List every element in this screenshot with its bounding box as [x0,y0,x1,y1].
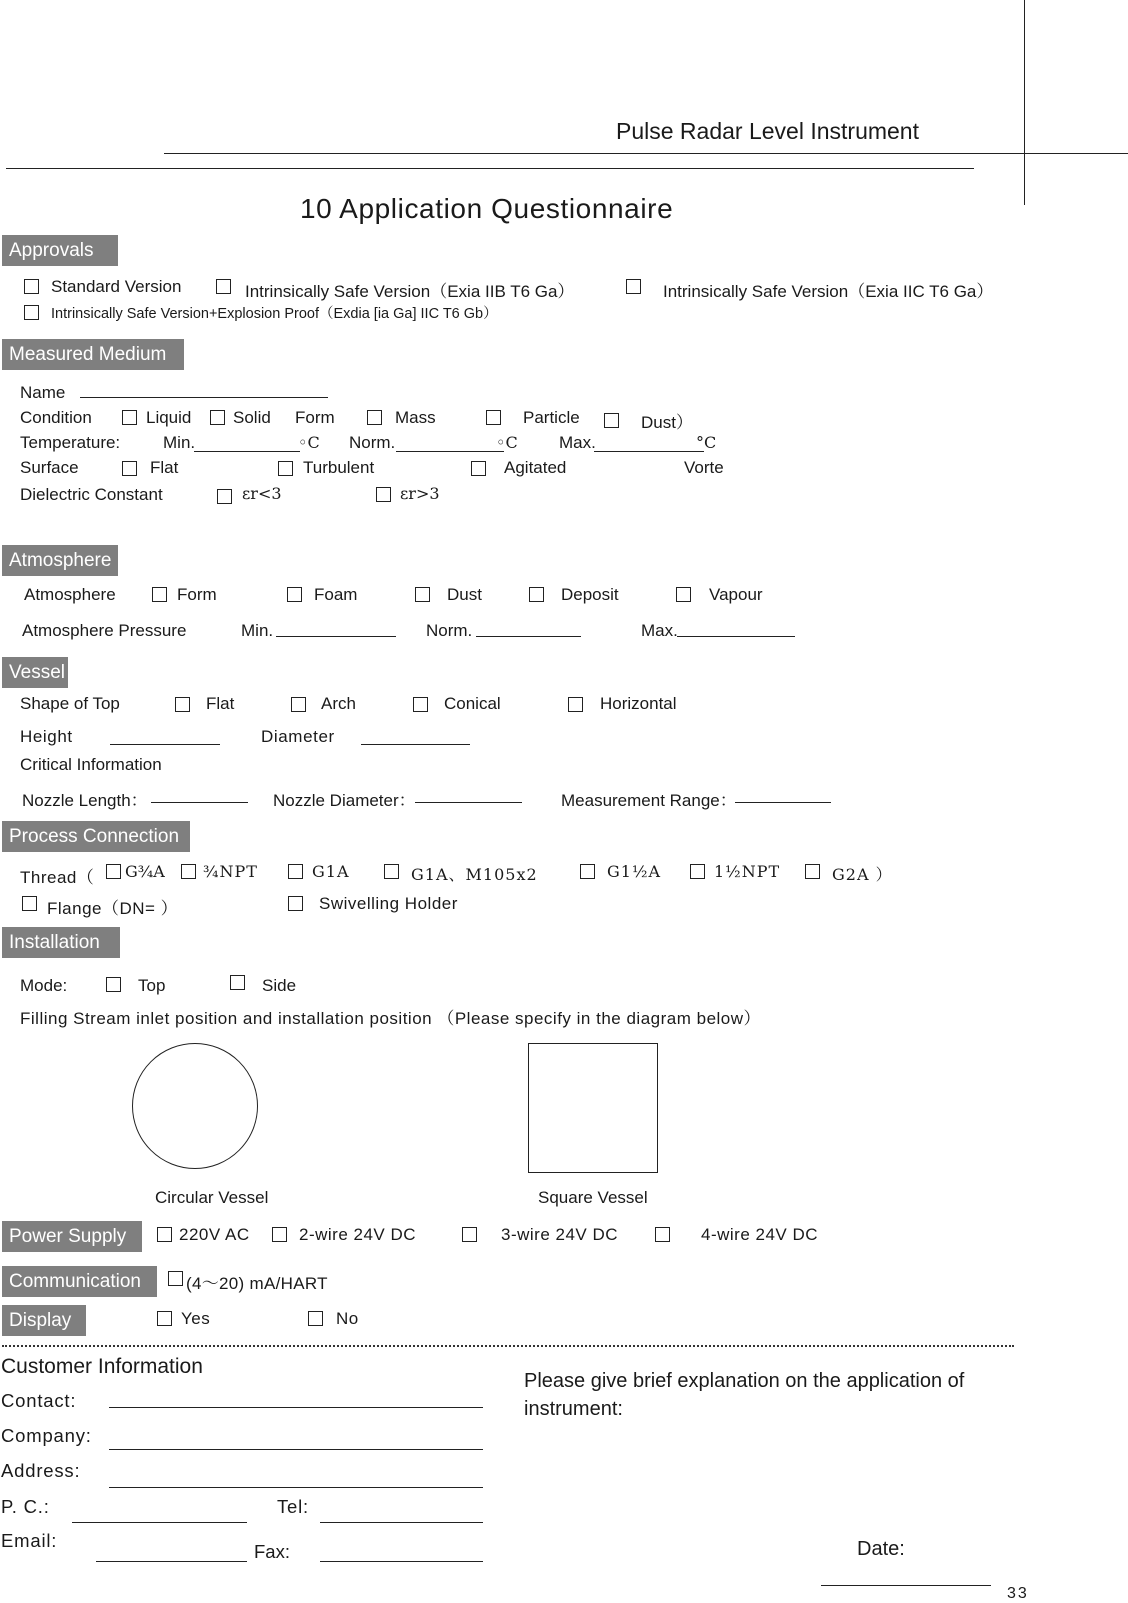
swivelling-holder-checkbox[interactable] [288,896,303,911]
form-label: Form [295,408,335,427]
contact-line[interactable] [109,1407,483,1408]
temp-norm-unit: ◦C [496,433,518,452]
approval-iic-label: Intrinsically Safe Version（Exia IIC T6 Ga） [663,282,994,301]
arch-label: Arch [321,694,356,713]
atm-norm-line[interactable] [476,636,581,637]
display-yes-label: Yes [181,1309,211,1328]
fax-line[interactable] [320,1561,483,1562]
horizontal-label: Horizontal [600,694,677,713]
circular-vessel-label: Circular Vessel [155,1188,269,1207]
surface-flat-checkbox[interactable] [122,461,137,476]
approvals-header: Approvals [2,235,118,266]
arch-checkbox[interactable] [291,697,306,712]
conical-label: Conical [444,694,501,713]
atm-min-line[interactable] [276,636,396,637]
atm-pressure-label: Atmosphere Pressure [22,621,187,640]
power-2wire-label: 2-wire 24V DC [299,1225,417,1244]
mass-label: Mass [395,408,436,427]
height-line[interactable] [110,744,220,745]
mode-top-label: Top [138,976,166,995]
tel-label: Tel: [277,1496,309,1517]
atm-max-line[interactable] [677,636,795,637]
header-vertical-rule [1024,0,1025,205]
measured-medium-header: Measured Medium [2,339,184,370]
nozzle-length-label: Nozzle Length： [22,791,148,810]
temp-min-unit: ◦C [298,433,320,452]
atm-deposit-checkbox[interactable] [529,587,544,602]
atm-form-label: Form [177,585,217,604]
thread-g34a-checkbox[interactable] [106,864,121,879]
thread-34npt-label: ¾NPT [203,862,258,881]
date-line[interactable] [821,1585,991,1586]
conical-checkbox[interactable] [413,697,428,712]
power-2wire-checkbox[interactable] [272,1227,287,1242]
power-3wire-label: 3-wire 24V DC [501,1225,619,1244]
mode-top-checkbox[interactable] [106,977,121,992]
surface-flat-label: Flat [150,458,179,477]
er-gt-label: εr>3 [400,484,440,503]
thread-g1-12a-label: G1½A [607,862,662,881]
display-no-label: No [336,1309,359,1328]
atm-dust-checkbox[interactable] [415,587,430,602]
height-label: Height [20,727,73,746]
thread-112npt-checkbox[interactable] [690,864,705,879]
thread-label: Thread（ [20,868,95,887]
mode-label: Mode: [20,976,68,995]
flange-checkbox[interactable] [22,896,37,911]
diameter-label: Diameter [261,727,335,746]
email-label: Email: [1,1530,58,1551]
thread-g34a-label: G¾A [125,862,165,881]
address-label: Address: [1,1460,81,1481]
explanation-prompt: Please give brief explanation on the application of [524,1370,965,1392]
flange-label: Flange（DN= ） [47,899,179,918]
atm-max-label: Max. [641,621,678,640]
approval-iic-checkbox[interactable] [626,279,641,294]
address-line[interactable] [109,1487,483,1488]
medium-name-label: Name [20,383,66,402]
atm-form-checkbox[interactable] [152,587,167,602]
atm-min-label: Min. [241,621,274,640]
temp-norm-line[interactable] [396,451,504,452]
company-label: Company: [1,1425,92,1446]
measurement-range-line[interactable] [735,802,831,803]
thread-g1a-checkbox[interactable] [288,864,303,879]
approval-exd-label: Intrinsically Safe Version+Explosion Proof（Exdia [ia Ga] IIC T6 Gb） [51,306,498,322]
agitated-label: Agitated [504,458,567,477]
power-220v-label: 220V AC [179,1225,250,1244]
square-vessel-label: Square Vessel [538,1188,648,1207]
page-number: 33 [1007,1585,1029,1602]
horizontal-checkbox[interactable] [568,697,583,712]
approval-iib-label: Intrinsically Safe Version（Exia IIB T6 Ga） [245,282,575,301]
diameter-line[interactable] [361,744,470,745]
thread-g1-12a-checkbox[interactable] [580,864,595,879]
process-connection-header: Process Connection [2,821,190,852]
measurement-range-label: Measurement Range： [561,791,737,810]
solid-checkbox[interactable] [210,410,225,425]
approval-standard-checkbox[interactable] [24,279,39,294]
nozzle-diameter-line[interactable] [415,802,522,803]
thread-112npt-label: 1½NPT [714,862,781,881]
tel-line[interactable] [320,1522,483,1523]
thread-g2a-checkbox[interactable] [805,864,820,879]
turbulent-checkbox[interactable] [278,461,293,476]
temp-max-label: Max. [559,433,596,452]
display-yes-checkbox[interactable] [157,1311,172,1326]
temp-max-unit: °C [696,433,717,452]
mode-side-label: Side [262,976,297,995]
thread-34npt-checkbox[interactable] [181,864,196,879]
medium-name-line[interactable] [80,397,328,398]
email-line[interactable] [96,1561,247,1562]
atm-norm-label: Norm. [426,621,473,640]
circular-vessel-diagram[interactable] [132,1043,258,1169]
power-4wire-label: 4-wire 24V DC [701,1225,819,1244]
doc-title: Pulse Radar Level Instrument [616,118,919,144]
approval-standard-label: Standard Version [51,277,182,296]
pc-label: P. C.: [1,1496,50,1517]
temp-min-label: Min. [163,433,196,452]
particle-label: Particle [523,408,580,427]
thread-g2a-label: G2A ） [832,865,893,884]
shape-of-top-label: Shape of Top [20,694,120,713]
liquid-checkbox[interactable] [122,410,137,425]
dotted-separator [2,1345,1014,1347]
power-4wire-checkbox[interactable] [655,1227,670,1242]
atmosphere-header: Atmosphere [2,545,118,576]
vessel-header: Vessel [2,657,68,688]
dust-label: Dust） [641,413,693,432]
dust-checkbox[interactable] [604,413,619,428]
header-rule-bottom [6,168,974,169]
temperature-label: Temperature: [20,433,121,452]
power-3wire-checkbox[interactable] [462,1227,477,1242]
thread-g1a-m105-label: G1A、M105x2 [411,865,538,884]
atm-dust-label: Dust [447,585,482,604]
turbulent-label: Turbulent [303,458,375,477]
display-header: Display [2,1305,86,1336]
atm-foam-label: Foam [314,585,358,604]
page-heading: 10 Application Questionnaire [300,193,674,224]
thread-g1a-label: G1A [312,862,350,881]
swivelling-holder-label: Swivelling Holder [319,894,458,913]
top-flat-checkbox[interactable] [175,697,190,712]
solid-label: Solid [233,408,271,427]
atmosphere-label: Atmosphere [24,585,116,604]
critical-info-label: Critical Information [20,755,162,774]
contact-label: Contact: [1,1390,77,1411]
installation-header: Installation [2,927,120,958]
dielectric-label: Dielectric Constant [20,485,163,504]
power-supply-header: Power Supply [2,1221,142,1252]
condition-label: Condition [20,408,92,427]
er-gt-checkbox[interactable] [376,487,391,502]
header-rule-top [164,153,1128,154]
square-vessel-diagram[interactable] [528,1043,658,1173]
customer-info-title: Customer Information [1,1355,203,1378]
particle-checkbox[interactable] [486,410,501,425]
atm-vapour-checkbox[interactable] [676,587,691,602]
nozzle-diameter-label: Nozzle Diameter： [273,791,416,810]
temp-min-line[interactable] [194,451,300,452]
temp-max-line[interactable] [594,451,704,452]
er-lt-label: εr<3 [242,484,282,503]
installation-instruction: Filling Stream inlet position and installation position （Please specify in the diagram below） [20,1009,762,1028]
nozzle-length-line[interactable] [151,802,248,803]
power-220v-checkbox[interactable] [157,1227,172,1242]
communication-header: Communication [2,1266,157,1297]
temp-norm-label: Norm. [349,433,396,452]
top-flat-label: Flat [206,694,235,713]
thread-g1a-m105-checkbox[interactable] [384,864,399,879]
vorte-label: Vorte [684,458,724,477]
atm-vapour-label: Vapour [709,585,763,604]
atm-deposit-label: Deposit [561,585,619,604]
approval-iib-checkbox[interactable] [216,279,231,294]
fax-label: Fax: [254,1541,290,1562]
mass-checkbox[interactable] [367,410,382,425]
surface-label: Surface [20,458,79,477]
display-no-checkbox[interactable] [308,1311,323,1326]
er-lt-checkbox[interactable] [217,489,232,504]
comm-hart-checkbox[interactable] [168,1271,183,1286]
comm-hart-label: (4～20) mA/HART [186,1274,328,1293]
date-label: Date: [857,1538,905,1560]
liquid-label: Liquid [146,408,192,427]
explanation-prompt-2: instrument: [524,1398,623,1420]
mode-side-checkbox[interactable] [230,975,245,990]
pc-line[interactable] [72,1522,247,1523]
approval-exd-checkbox[interactable] [24,305,39,320]
atm-foam-checkbox[interactable] [287,587,302,602]
agitated-checkbox[interactable] [471,461,486,476]
company-line[interactable] [109,1449,483,1450]
